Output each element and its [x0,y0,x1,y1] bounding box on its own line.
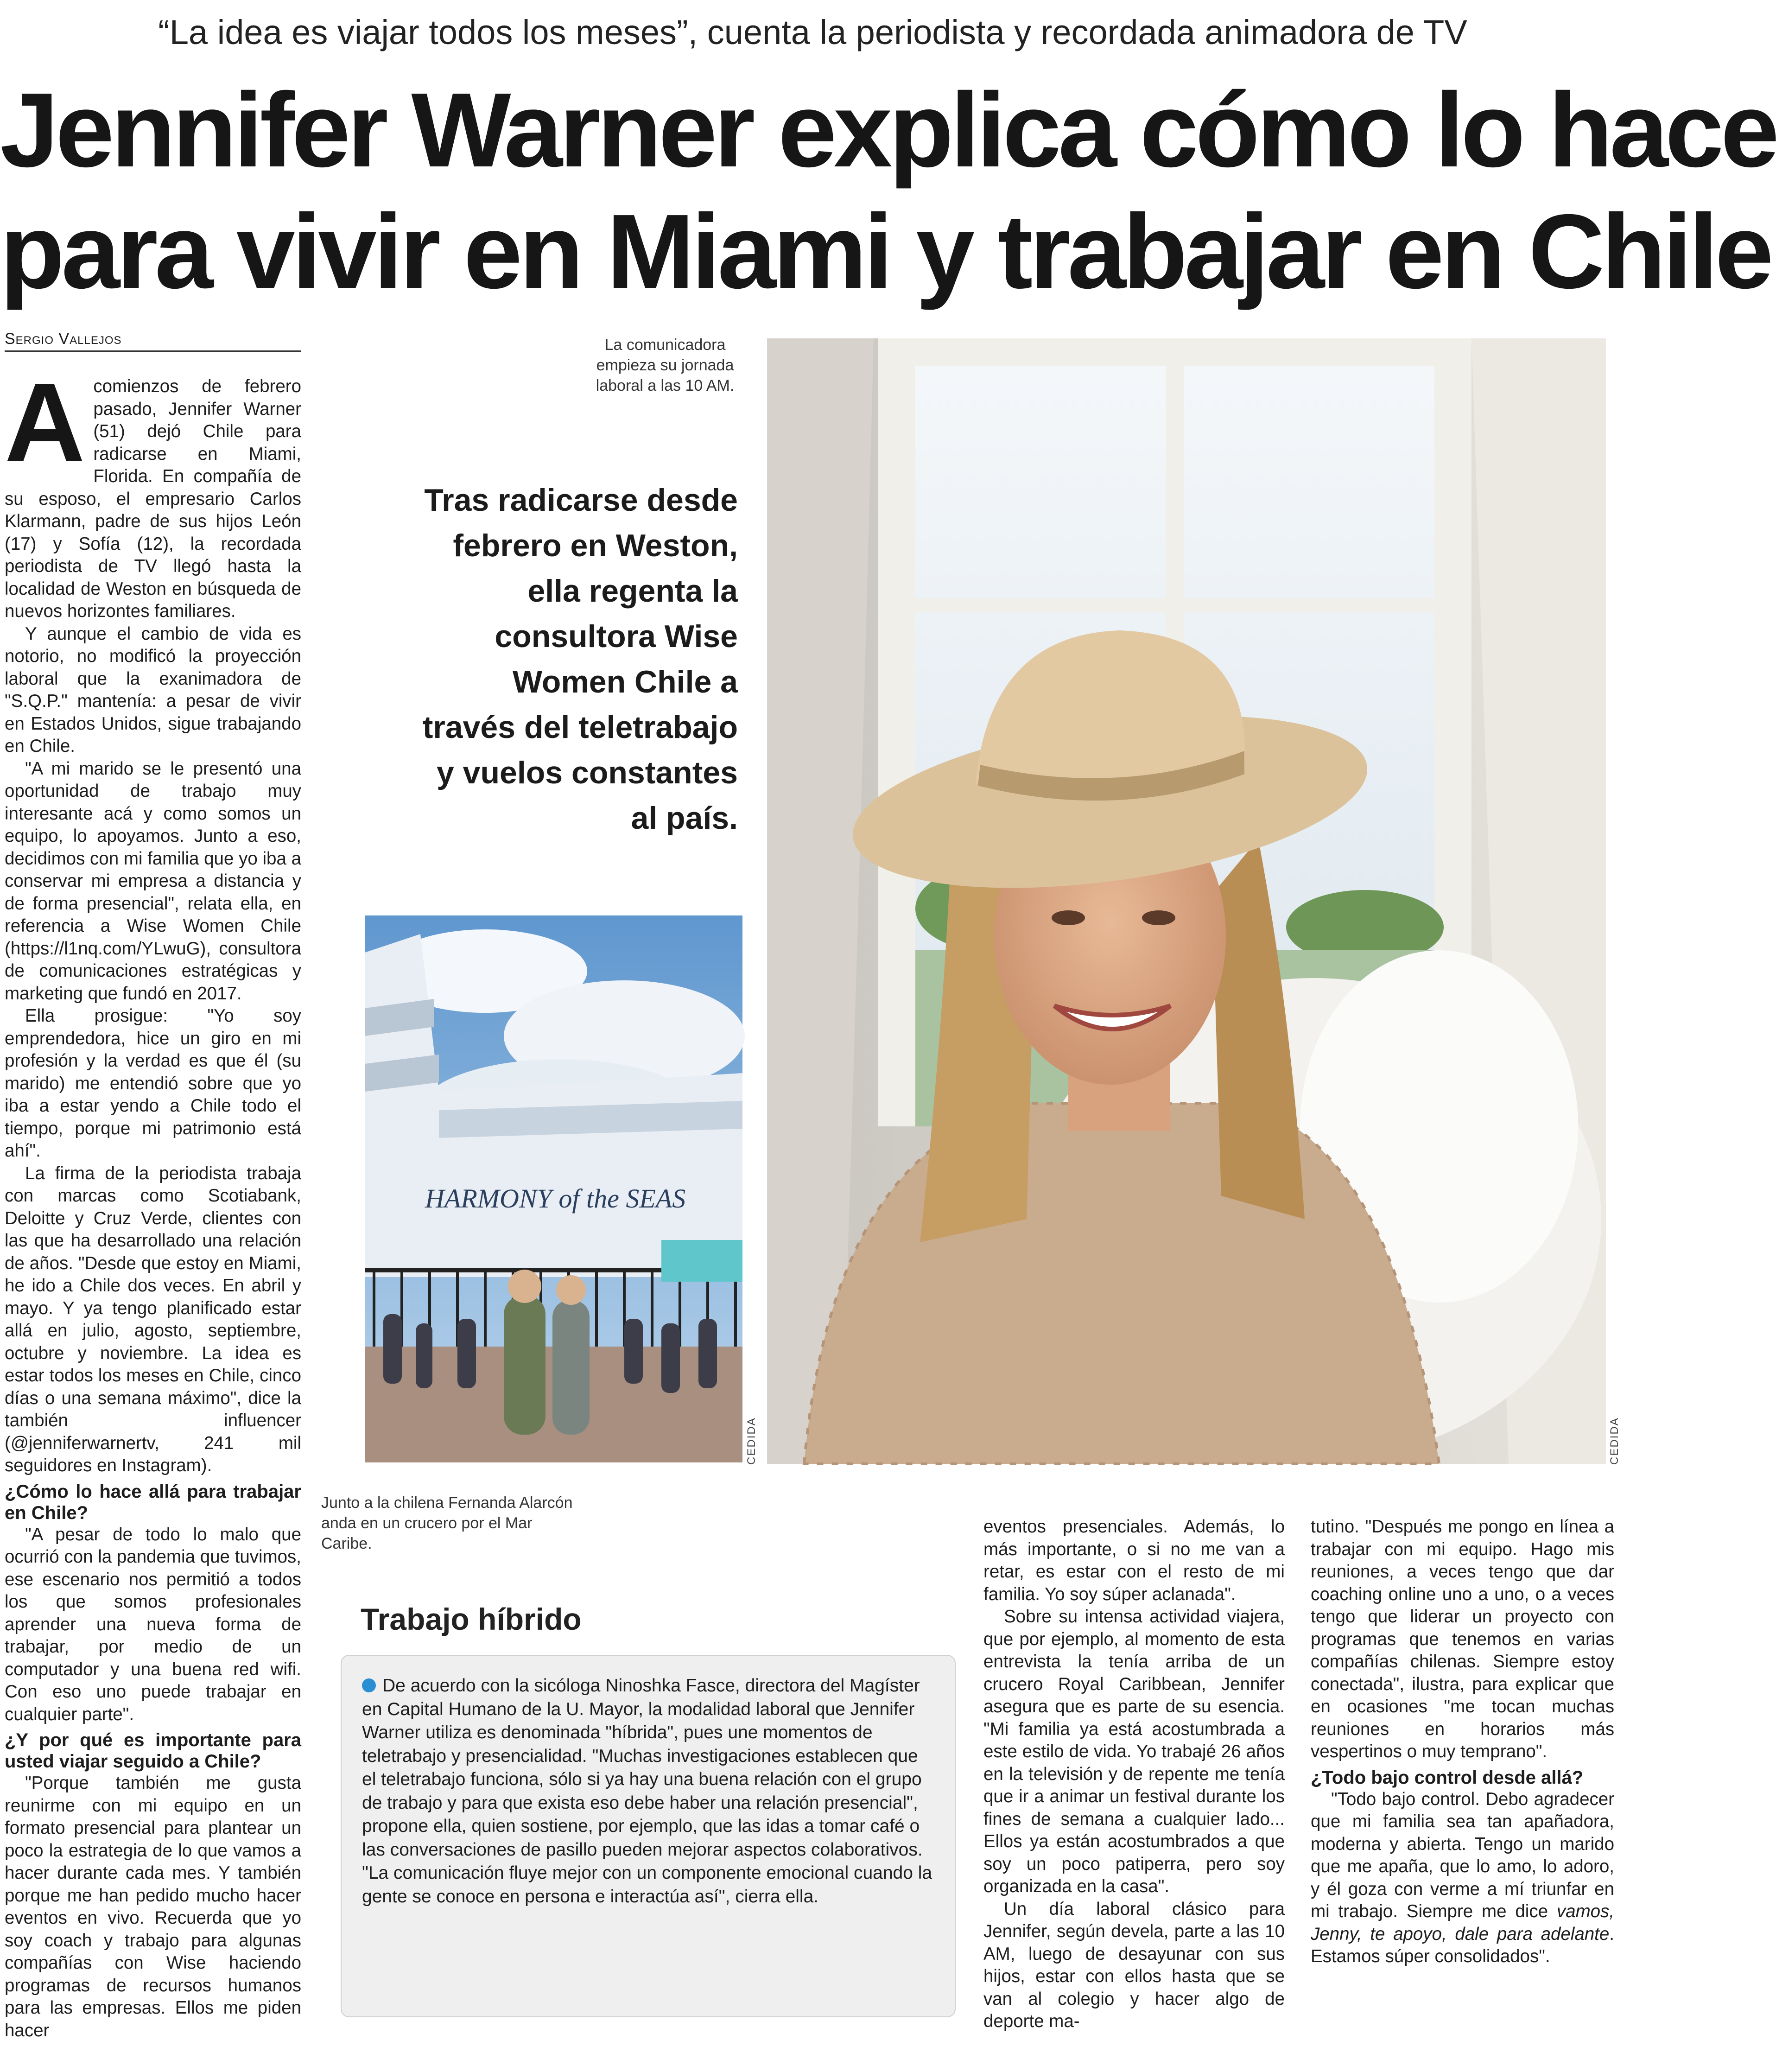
cruise-photo-credit: CEDIDA [745,1417,758,1465]
cruise-photo-caption: Junto a la chilena Fernanda Alarcón anda en un crucero por el Mar Caribe. [321,1494,573,1552]
headline [0,70,1776,312]
paragraph: "Porque también me gusta reunirme con mi equipo en un formato presencial para plantear un poco la estrategia de lo que vamos a hacer durante cada mes. Y también porque me han pedido mucho hacer eventos en vivo. Recuerda que yo soy coach y trabajo para algunas compañías con Wise haciendo programas de recursos humanos para las empresas. Ellos me piden hacer [5,1773,301,2040]
paragraph: La firma de la periodista trabaja con marcas como Scotiabank, Deloitte y Cruz Verde, clientes con las que ha desarrollado una relación de años. "Desde que estoy en Miami, he ido a Chile dos veces. En abril y mayo. Y ya tengo planificado estar allá en julio, agosto, septiembre, octubre y noviembre. La idea es estar todos los meses en Chile, cinco días o una semana máximo", dice la también influencer (@jenniferwarnertv, 241 mil seguidores en Instagram). [5,1163,301,1475]
sidebar-text: De acuerdo con la sicóloga Ninoshka Fasce, directora del Magíster en Capital Humano de la U. Mayor, la modalidad laboral que Jennifer Warner utiliza es denominada "híbrida", pues une momentos de teletrabajo y presencialidad. "Muchas investigaciones establecen que el teletrabajo funciona, sólo si ya hay una buena relación con el grupo de trabajo y para que exista eso debe haber una relación presencial", propone ella, quien sostiene, por ejemplo, que las idas a tomar café o las conversaciones de pasillo pueden mejorar aspectos colaborativos. "La comunicación fluye mejor con un componente emocional cuando la gente se conoce en persona e interactúa así", cierra ella. [362,1676,932,1907]
interview-question: ¿Todo bajo control desde allá? [1311,1767,1584,1788]
ship-name: HARMONY of the SEAS [425,1183,686,1214]
column-3 [983,1516,1285,2031]
pull-quote: Tras radicarse desde febrero en Weston, ella regenta la consultora Wise Women Chile a través del teletrabajo y vuelos constantes al país. [422,483,738,836]
paragraph-text: "Todo bajo control. Debo agradecer que mi familia sea tan apañadora, moderna y abierta. Tengo un marido que me apaña, que lo amo, lo adoro, y él goza con verme a mí triunfar en mi trabajo. Siempre me dice [1311,1789,1614,1921]
paragraph: "A pesar de todo lo malo que ocurrió con la pandemia que tuvimos, ese escenario nos permitió a todos los que somos profesionales aprender una nueva forma de trabajar, por medio de un computador y una buena red wifi. Con eso uno puede trabajar en cualquier parte". [5,1524,301,1724]
cruise-photo [365,915,742,1462]
headline-line-2: para vivir en Miami y trabajar en Chile [0,193,1770,311]
drop-cap: A [5,360,85,484]
paragraph: Ella prosigue: "Yo soy emprendedora, hice un giro en mi profesión y la verdad es que él (su marido) me entendió sobre que yo iba a estar yendo a Chile todo el tiempo, porque mi patrimonio está ahí". [5,1006,301,1161]
headline-line-1: Jennifer Warner explica cómo lo hace [0,71,1776,189]
cruise-photo-illustration [365,915,742,1462]
paragraph: "A mi marido se le presentó una oportunidad de trabajo muy interesante acá y como somos un equipo, lo apoyamos. Junto a eso, decidimos con mi familia que yo iba a conservar mi empresa a distancia y de forma presencial", relata ella, en referencia a Wise Women Chile (https://l1nq.com/YLwuG), consultora de comunicaciones estratégicas y marketing que fundó en 2017. [5,758,301,1004]
byline: Sergio Vallejos [5,330,301,352]
kicker: “La idea es viajar todos los meses”, cuenta la periodista y recordada animadora de TV [158,13,1467,51]
main-photo-caption: La comunicadora empieza su jornada laboral a las 10 AM. [596,336,735,394]
column-4 [1311,1516,1614,2026]
column-1 [5,360,301,2040]
paragraph: comienzos de febrero pasado, Jennifer Warner (51) dejó Chile para radicarse en Miami, Florida. En compañía de su esposo, el empresario Carlos Klarmann, padre de sus hijos León (17) y Sofía (12), la recordada periodista de TV llegó hasta la localidad de Weston en búsqueda de nuevos horizontes familiares. [5,376,301,621]
paragraph: Un día laboral clásico para Jennifer, según devela, parte a las 10 AM, luego de desayunar con sus hijos, estar con ellos hasta que se van al colegio y hacer algo de deporte ma- [983,1899,1285,2031]
bullet-icon [362,1678,376,1692]
paragraph: Sobre su intensa actividad viajera, que por ejemplo, al momento de esta entrevista la tenía arriba de un crucero Royal Caribbean, Jennifer asegura que es parte de su esencia. "Mi familia ya está acostumbrada a este estilo de vida. Yo trabajé 26 años en la televisión y de repente me tenía que ir a animar un festival durante los fines de semana a cualquier lado... Ellos ya están acostumbrados a que soy un poco patiperra, pero soy organizada en la casa". [983,1607,1285,1896]
main-photo [767,338,1606,1464]
paragraph: tutino. "Después me pongo en línea a trabajar con mi equipo. Hago mis reuniones, a veces tengo que dar coaching online uno a uno, o a veces tengo que liderar un proyecto con programas que tenemos en varias compañías chilenas. Siempre estoy conectada", ilustra, para explicar que en ocasiones "me tocan muchas reuniones en horarios más vespertinos o muy temprano". [1311,1517,1614,1761]
photo-credit: CEDIDA [1608,1417,1621,1465]
sidebar-box [341,1655,956,2017]
main-photo-illustration [767,338,1606,1464]
paragraph [1311,1788,1614,1968]
italic-quote: vamos, Jenny, te apoyo, dale para adelante [1311,1901,1614,1944]
interview-question: ¿Y por qué es importante para usted viajar seguido a Chile? [5,1730,301,1772]
paragraph: eventos presenciales. Además, lo más importante, o si no me van a retar, es estar con el resto de mi familia. Yo soy súper aclanada". [983,1517,1285,1604]
sidebar-title: Trabajo híbrido [361,1602,582,1636]
interview-question: ¿Cómo lo hace allá para trabajar en Chile? [5,1481,301,1523]
paragraph-text: . Estamos súper consolidados". [1311,1924,1614,1966]
paragraph: Y aunque el cambio de vida es notorio, no modificó la proyección laboral que la exanimadora de "S.Q.P." mantenía: a pesar de vivir en Estados Unidos, sigue trabajando en Chile. [5,623,301,756]
